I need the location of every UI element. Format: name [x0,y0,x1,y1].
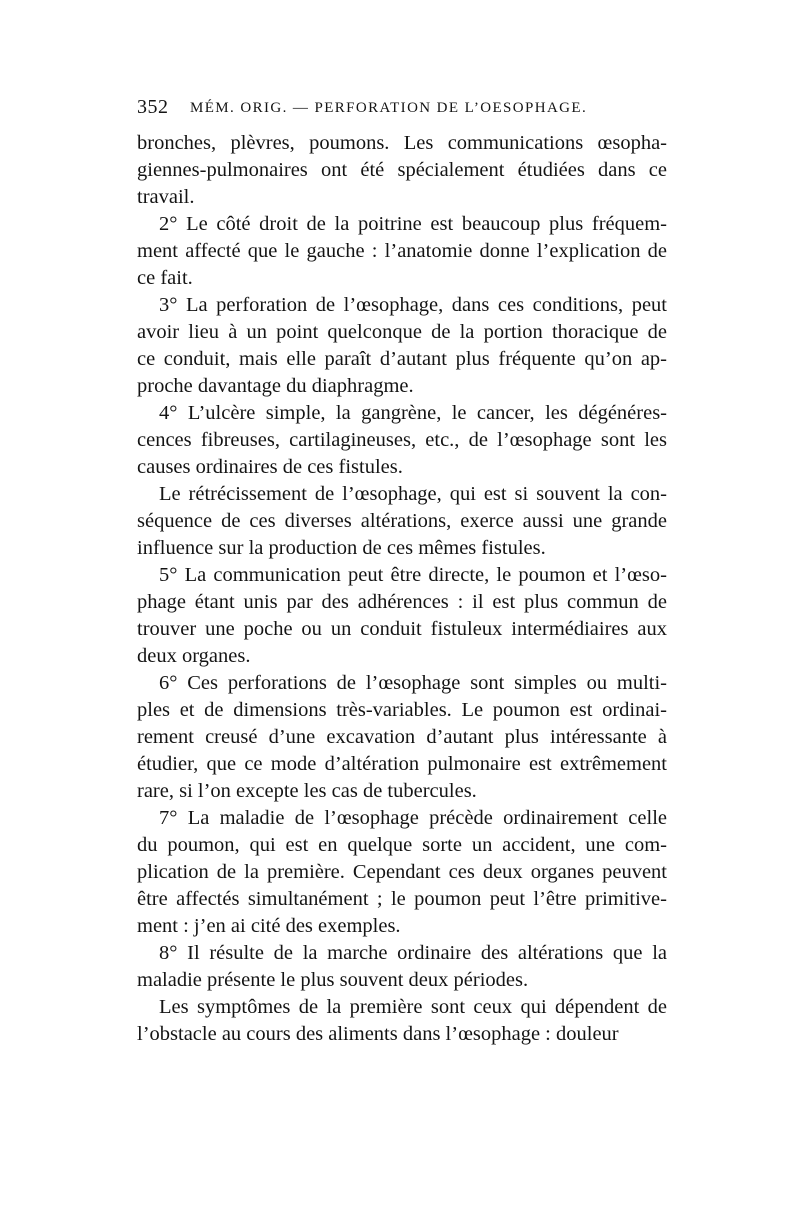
text-line: 5° La communication peut être directe, le poumon et l’œso- [159,564,667,586]
text-line: ples et de dimensions très-variables. Le poumon est ordinai- [137,699,667,721]
text-line: 6° Ces perforations de l’œsophage sont simples ou multi- [159,672,667,694]
running-head [137,96,667,130]
text-line: trouver une poche ou un conduit fistuleux intermédiaires aux [137,618,667,640]
text-line: 4° L’ulcère simple, la gangrène, le cancer, les dégénéres- [159,402,667,424]
paragraph [137,994,667,1048]
text-line: 7° La maladie de l’œsophage précède ordinairement celle [159,807,667,829]
text-line: causes ordinaires de ces fistules. [137,456,403,478]
text-line: bronches, plèvres, poumons. Les communications œsopha- [137,132,667,154]
text-line: deux organes. [137,645,251,667]
text-line: rare, si l’on excepte les cas de tubercules. [137,780,477,802]
paragraph [137,481,667,562]
text-line: l’obstacle au cours des aliments dans l’œsophage : douleur [137,1023,619,1045]
text-line: ment : j’en ai cité des exemples. [137,915,401,937]
paragraph [137,292,667,400]
text-line: influence sur la production de ces mêmes fistules. [137,537,546,559]
text-line: 2° Le côté droit de la poitrine est beaucoup plus fréquem- [159,213,667,235]
text-line: ment affecté que le gauche : l’anatomie donne l’explication de [137,240,667,262]
text-line: avoir lieu à un point quelconque de la portion thoracique de [137,321,667,343]
body-text [137,130,667,1048]
text-line: plication de la première. Cependant ces deux organes peuvent [137,861,667,883]
text-line: ce fait. [137,267,193,289]
text-line: maladie présente le plus souvent deux périodes. [137,969,529,991]
text-line: giennes-pulmonaires ont été spécialement étudiées dans ce [137,159,667,181]
text-line: Les symptômes de la première sont ceux qui dépendent de [159,996,667,1018]
text-line: être affectés simultanément ; le poumon peut l’être primitive- [137,888,667,910]
text-line: 8° Il résulte de la marche ordinaire des altérations que la [159,942,667,964]
paragraph [137,805,667,940]
text-line: proche davantage du diaphragme. [137,375,414,397]
paragraph [137,562,667,670]
page-number: 352 [137,96,169,118]
text-line: Le rétrécissement de l’œsophage, qui est si souvent la con- [159,483,667,505]
running-title: MÉM. ORIG. — PERFORATION DE L’OESOPHAGE. [190,100,588,116]
paragraph [137,670,667,805]
text-line: séquence de ces diverses altérations, exerce aussi une grande [137,510,667,532]
paragraph [137,130,667,211]
text-line: ce conduit, mais elle paraît d’autant plus fréquente qu’on ap- [137,348,667,370]
text-line: rement creusé d’une excavation d’autant plus intéressante à [137,726,667,748]
text-line: 3° La perforation de l’œsophage, dans ces conditions, peut [159,294,667,316]
paragraph [137,940,667,994]
text-line: cences fibreuses, cartilagineuses, etc., de l’œsophage sont les [137,429,667,451]
paragraph [137,400,667,481]
paragraph [137,211,667,292]
text-line: étudier, que ce mode d’altération pulmonaire est extrêmement [137,753,667,775]
text-line: travail. [137,186,195,208]
text-line: phage étant unis par des adhérences : il est plus commun de [137,591,667,613]
page [137,96,667,1048]
text-line: du poumon, qui est en quelque sorte un accident, une com- [137,834,667,856]
